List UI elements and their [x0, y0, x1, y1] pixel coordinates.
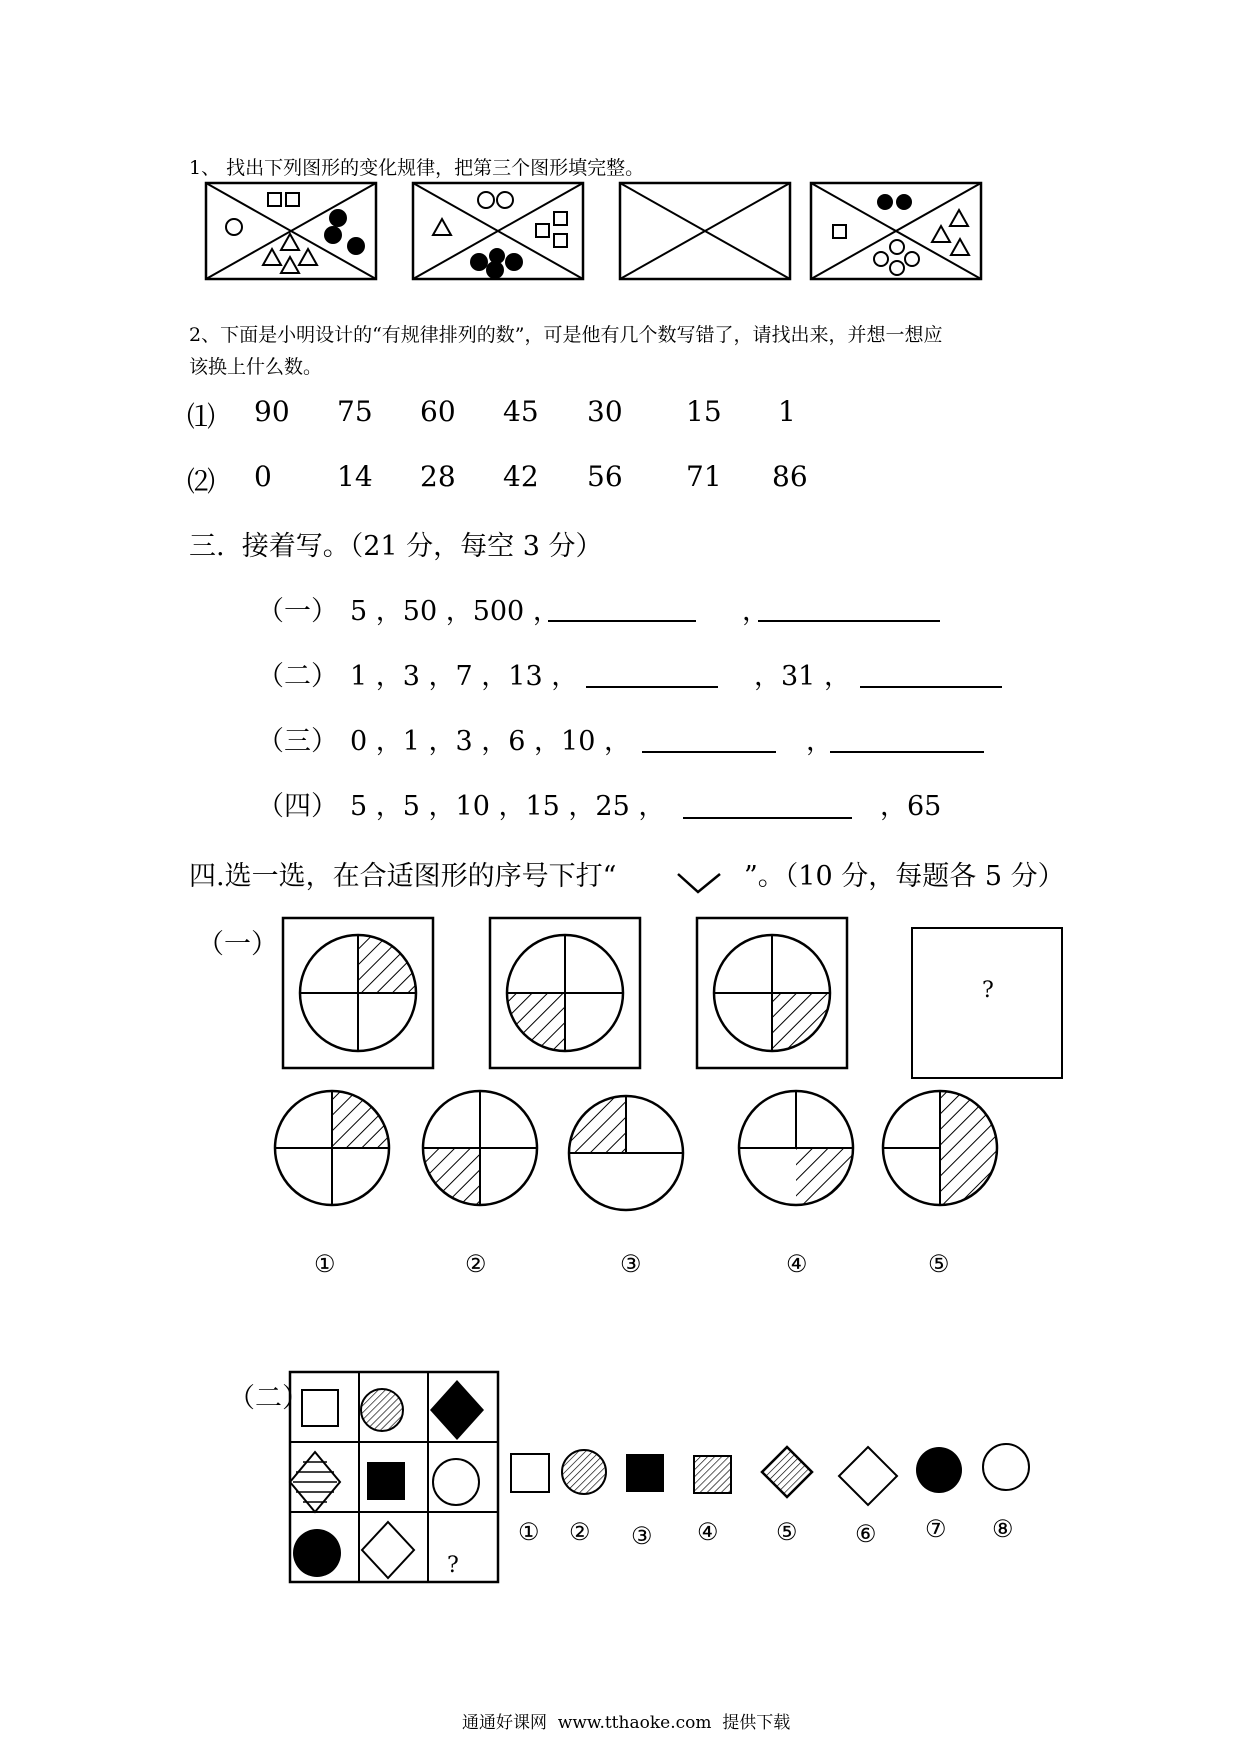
- q2-line2: 该换上什么数。: [189, 356, 323, 378]
- q2-row2-value: 86: [772, 460, 808, 493]
- q4-heading-a: 四.选一选，在合适图形的序号下打“: [189, 861, 617, 892]
- q4-part2-option-6[interactable]: ⑥: [855, 1520, 877, 1548]
- q2-row2-value: 0: [254, 460, 272, 493]
- q4-part2-option-1[interactable]: ①: [518, 1518, 540, 1546]
- q2-row1-value: 30: [587, 395, 623, 428]
- q1-text: 1、 找出下列图形的变化规律，把第三个图形填完整。: [189, 157, 645, 179]
- q4-part2-option-5[interactable]: ⑤: [776, 1518, 798, 1546]
- q4-part2-option-8[interactable]: ⑧: [992, 1515, 1014, 1543]
- q3-item2-seq: 1 ，3 ，7 ，13 ，: [350, 661, 579, 692]
- q4-part1-option-5[interactable]: ⑤: [928, 1250, 950, 1278]
- q2-row1-label: ⑴: [187, 400, 216, 433]
- q3-item2-sep: ，31 ，: [754, 661, 851, 692]
- q3-item3-sep: ，: [806, 726, 833, 757]
- q2-row1-value: 90: [254, 395, 290, 428]
- q4-part2-option-3[interactable]: ③: [631, 1522, 653, 1550]
- q4-part2-option-7[interactable]: ⑦: [925, 1515, 947, 1543]
- q2-row1-value: 1: [778, 395, 796, 428]
- q4-part2-label: （二）: [228, 1383, 309, 1414]
- q3-item1-label: （一）: [257, 596, 338, 627]
- footer-text: 通通好课网 www.tthaoke.com 提供下载: [462, 1713, 791, 1733]
- q2-row2-value: 71: [686, 460, 722, 493]
- q4-part2-option-2[interactable]: ②: [569, 1518, 591, 1546]
- q2-row1-value: 75: [337, 395, 373, 428]
- q3-item1-seq: 5 ，50 ，500 ，: [350, 596, 560, 627]
- q2-row2-value: 56: [587, 460, 623, 493]
- q4-part1-option-2[interactable]: ②: [465, 1250, 487, 1278]
- q3-item4-seq: 5 ，5 ，10 ，15 ，25 ，: [350, 791, 666, 822]
- q2-row2-value: 28: [420, 460, 456, 493]
- q4-part2-question-mark: ?: [447, 1553, 459, 1578]
- q3-item4-sep: ，65: [880, 791, 942, 822]
- q4-part1-option-3[interactable]: ③: [620, 1250, 642, 1278]
- q3-item3-label: （三）: [257, 726, 338, 757]
- q2-row1-value: 60: [420, 395, 456, 428]
- q4-part1-label: （一）: [197, 929, 278, 960]
- q3-item1-sep: ，: [742, 596, 769, 627]
- q2-row1-value: 15: [686, 395, 722, 428]
- q2-line1: 2、下面是小明设计的“有规律排列的数”，可是他有几个数写错了，请找出来，并想一想应: [189, 324, 943, 346]
- q2-row1-value: 45: [503, 395, 539, 428]
- q3-item4-label: （四）: [257, 791, 338, 822]
- q4-heading-b: ”。（10 分，每题各 5 分）: [744, 861, 1065, 892]
- q2-row2-value: 42: [503, 460, 539, 493]
- q4-part1-option-1[interactable]: ①: [314, 1250, 336, 1278]
- q3-item3-seq: 0 ，1 ，3 ，6 ，10 ，: [350, 726, 631, 757]
- q3-item2-label: （二）: [257, 661, 338, 692]
- q4-part1-question-mark: ?: [982, 978, 994, 1003]
- q3-heading: 三. 接着写。（21 分，每空 3 分）: [189, 531, 603, 562]
- q4-part1-option-4[interactable]: ④: [786, 1250, 808, 1278]
- q2-row2-value: 14: [337, 460, 373, 493]
- q4-part2-option-4[interactable]: ④: [697, 1518, 719, 1546]
- q2-row2-label: ⑵: [187, 465, 216, 498]
